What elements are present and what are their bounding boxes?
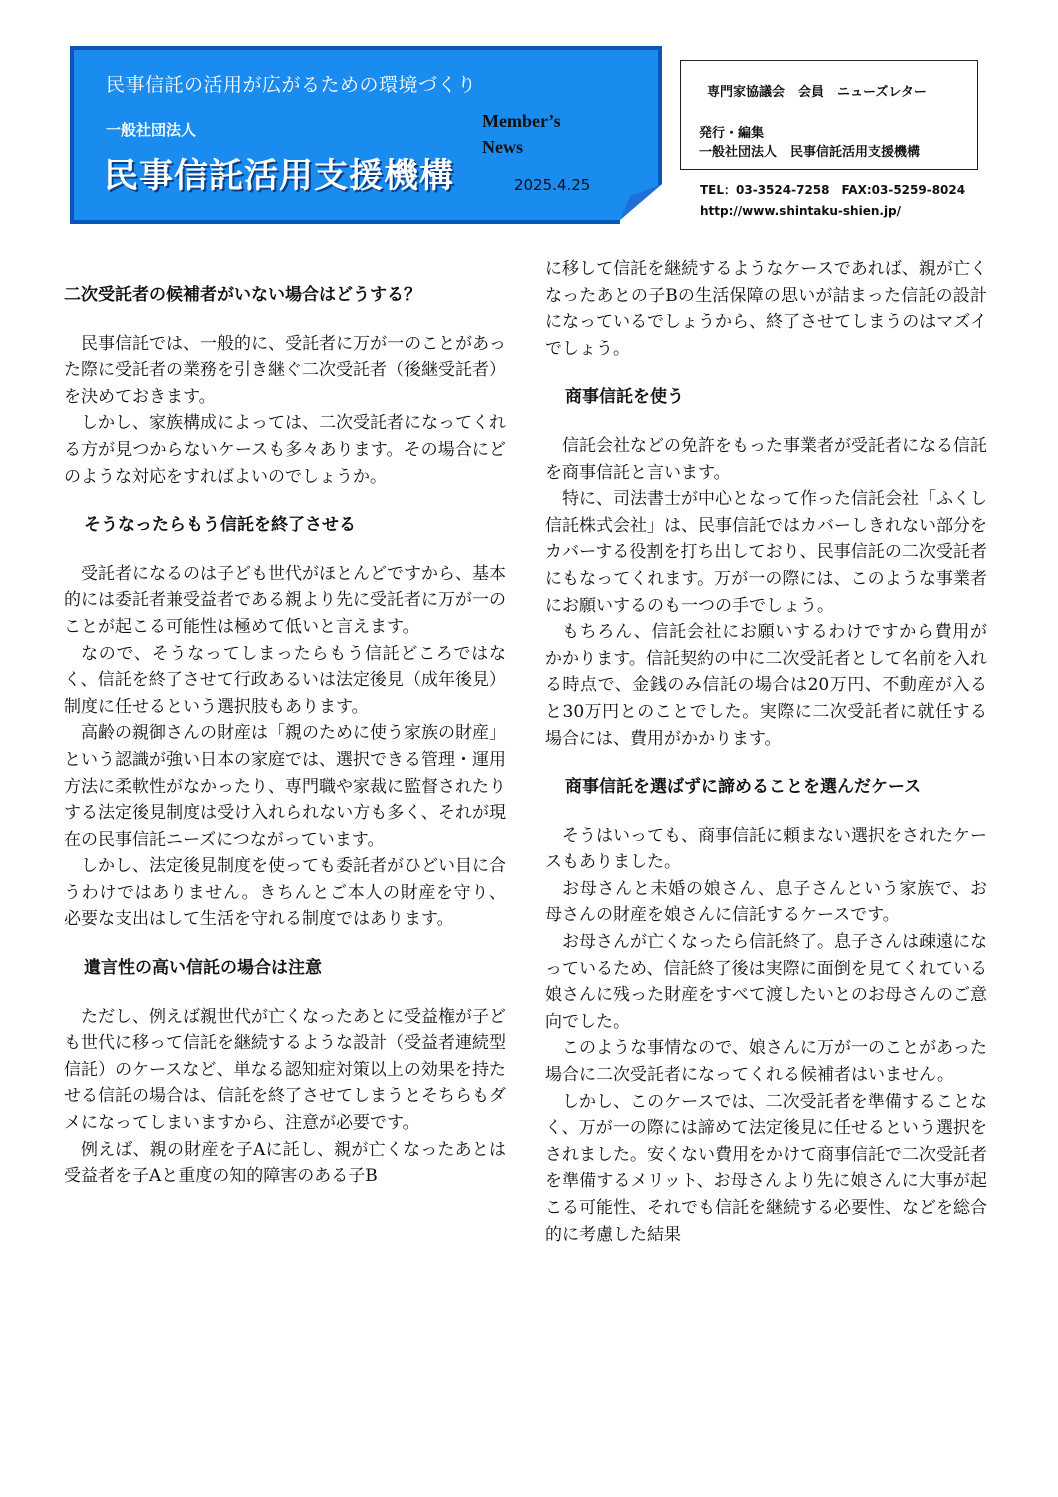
issue-date: 2025.4.25 xyxy=(514,176,591,194)
article-title: 二次受託者の候補者がいない場合はどうする？ xyxy=(64,285,421,305)
paragraph: 民事信託では、一般的に、受託者に万が一のことがあった際に受託者の業務を引き継ぐ二次受託者（後継受託者）を決めておきます。 xyxy=(64,333,506,407)
paragraph: もちろん、信託会社にお願いするわけですから費用がかかります。信託契約の中に二次受託者として名前を入れる時点で、金銭のみ信託の場合は20万円、不動産が入ると30万円とのことでした。実際に二次受託者に就任する場合には、費用がかかります。 xyxy=(545,622,987,749)
paragraph: しかし、このケースでは、二次受託者を準備することなく、万が一の際には諦めて法定後見に任せるという選択をされました。安くない費用をかけて商事信託で二次受託者を準備するメリット、お母さんより先に娘さんに大事が起こる可能性、それでも信託を継続する必要性、などを総合的に考慮した結果 xyxy=(545,1091,987,1245)
publisher-line-1: 専門家協議会 会員 ニューズレター xyxy=(707,85,927,100)
paragraph: ただし、例えば親世代が亡くなったあとに受益権が子ども世代に移って信託を継続するような設計（受益者連続型信託）のケースなど、単なる認知症対策以上の効果を持たせる信託の場合は、信託を終了させてしまうとそちらもダメになってしまいますから、注意が必要です。 xyxy=(64,1006,506,1134)
right-column xyxy=(545,256,987,1248)
org-name: 民事信託活用支援機構 xyxy=(104,156,454,196)
paragraph: お母さんが亡くなったら信託終了。息子さんは疎遠になっているため、信託終了後は実際に面倒を見てくれている娘さんに残った財産をすべて渡したいとのお母さんのご意向でした。 xyxy=(545,932,987,1032)
paragraph: このような事情なので、娘さんに万が一のことがあった場合に二次受託者になってくれる候補者はいません。 xyxy=(545,1038,987,1086)
newsletter-title: Member’s News xyxy=(482,111,561,157)
paragraph: お母さんと未婚の娘さん、息子さんという家族で、お母さんの財産を娘さんに信託するケースです。 xyxy=(545,878,987,926)
section-heading: 商事信託を選ばずに諦めることを選んだケース xyxy=(565,777,922,798)
paragraph: 高齢の親御さんの財産は「親のために使う家族の財産」という認識が強い日本の家庭では、選択できる管理・運用方法に柔軟性がなかったり、専門職や家裁に監督されたりする法定後見制度は受け入れられない方も多く、それが現在の民事信託ニーズにつながっています。 xyxy=(64,723,506,850)
paragraph: 受託者になるのは子ども世代がほとんどですから、基本的には委託者兼受益者である親より先に受託者に万が一のことが起こる可能性は極めて低いと言えます。 xyxy=(64,563,506,637)
section-heading: そうなったらもう信託を終了させる xyxy=(84,515,356,536)
paragraph: しかし、家族構成によっては、二次受託者になってくれる方が見つからないケースも多々あります。その場合にどのような対応をすればよいのでしょうか。 xyxy=(64,413,506,487)
publisher-line-3: 一般社団法人 民事信託活用支援機構 xyxy=(699,145,921,160)
tel-fax: TEL：03-3524-7258 FAX:03-5259-8024 xyxy=(700,183,966,197)
left-column xyxy=(64,256,506,1190)
paragraph: なので、そうなってしまったらもう信託どころではなく、信託を終了させて行政あるいは法定後見（成年後見）制度に任せるという選択肢もあります。 xyxy=(64,643,506,717)
contact-info xyxy=(700,180,965,222)
website-url[interactable]: http://www.shintaku-shien.jp/ xyxy=(700,204,902,218)
tagline: 民事信託の活用が広がるための環境づくり xyxy=(106,74,477,96)
header-banner xyxy=(70,46,662,224)
paragraph: 信託会社などの免許をもった事業者が受託者になる信託を商事信託と言います。 xyxy=(545,435,987,483)
paragraph: 特に、司法書士が中心となって作った信託会社「ふくし信託株式会社」は、民事信託ではカバーしきれない部分をカバーする役割を打ち出しており、民事信託の二次受託者にもなってくれます。万が一の際には、このような事業者にお願いするのも一つの手でしょう。 xyxy=(545,489,987,616)
section-heading: 遺言性の高い信託の場合は注意 xyxy=(84,958,322,979)
paragraph-continued: に移して信託を継続するようなケースであれば、親が亡くなったあとの子Bの生活保障の思いが詰まった信託の設計になっているでしょうから、終了させてしまうのはマズイでしょう。 xyxy=(545,259,987,359)
org-type: 一般社団法人 xyxy=(106,121,197,139)
section-heading: 商事信託を使う xyxy=(565,387,684,408)
paragraph: そうはいっても、商事信託に頼まない選択をされたケースもありました。 xyxy=(545,825,987,873)
paragraph: 例えば、親の財産を子Aに託し、親が亡くなったあとは受益者を子Aと重度の知的障害のある子B xyxy=(64,1139,506,1187)
publisher-box xyxy=(680,60,978,170)
paragraph: しかし、法定後見制度を使っても委託者がひどい目に合うわけではありません。きちんとご本人の財産を守り、必要な支出はして生活を守れる制度ではあります。 xyxy=(64,856,506,930)
publisher-line-2: 発行・編集 xyxy=(699,126,765,141)
